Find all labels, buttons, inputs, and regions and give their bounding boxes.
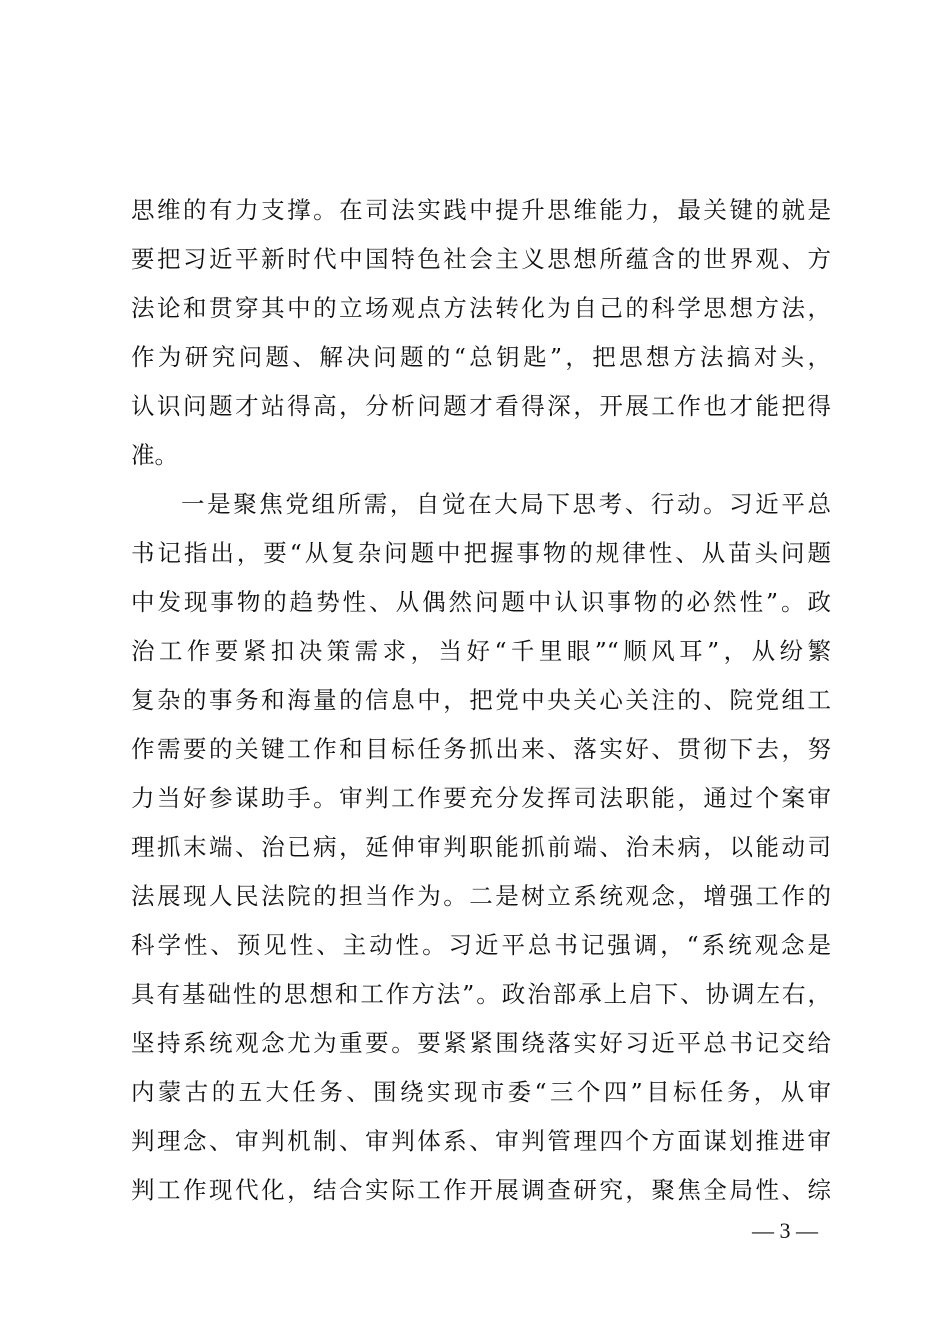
text-line: 坚持系统观念尤为重要。要紧紧围绕落实好习近平总书记交给 xyxy=(131,1029,831,1057)
text-line: 法展现人民法院的担当作为。二是树立系统观念，增强工作的 xyxy=(131,882,831,910)
text-line: 内蒙古的五大任务、围绕实现市委“三个四”目标任务，从审 xyxy=(131,1078,831,1106)
text-line: 作为研究问题、解决问题的“总钥匙”，把思想方法搞对头， xyxy=(131,343,831,371)
text-line: 复杂的事务和海量的信息中，把党中央关心关注的、院党组工 xyxy=(131,686,831,714)
paragraph-first-line: 一是聚焦党组所需，自觉在大局下思考、行动。习近平总 xyxy=(181,490,831,518)
text-line: 准。 xyxy=(131,441,178,469)
text-line: 法论和贯穿其中的立场观点方法转化为自己的科学思想方法， xyxy=(131,294,831,322)
text-line: 书记指出，要“从复杂问题中把握事物的规律性、从苗头问题 xyxy=(131,539,831,567)
text-line: 要把习近平新时代中国特色社会主义思想所蕴含的世界观、方 xyxy=(131,245,831,273)
text-line: 思维的有力支撑。在司法实践中提升思维能力，最关键的就是 xyxy=(131,196,831,224)
text-line: 力当好参谋助手。审判工作要充分发挥司法职能，通过个案审 xyxy=(131,784,831,812)
text-line: 认识问题才站得高，分析问题才看得深，开展工作也才能把得 xyxy=(131,392,831,420)
document-body xyxy=(131,186,831,1215)
text-line: 具有基础性的思想和工作方法”。政治部承上启下、协调左右， xyxy=(131,980,831,1008)
text-line: 判理念、审判机制、审判体系、审判管理四个方面谋划推进审 xyxy=(131,1127,831,1155)
text-line: 中发现事物的趋势性、从偶然问题中认识事物的必然性”。政 xyxy=(131,588,831,616)
text-line: 治工作要紧扣决策需求，当好“千里眼”“顺风耳”，从纷繁 xyxy=(131,637,831,665)
text-line: 作需要的关键工作和目标任务抓出来、落实好、贯彻下去，努 xyxy=(131,735,831,763)
page-number: — 3 — xyxy=(752,1218,818,1243)
text-line: 判工作现代化，结合实际工作开展调查研究，聚焦全局性、综 xyxy=(131,1176,831,1204)
text-line: 理抓末端、治已病，延伸审判职能抓前端、治未病，以能动司 xyxy=(131,833,831,861)
text-line: 科学性、预见性、主动性。习近平总书记强调，“系统观念是 xyxy=(131,931,831,959)
